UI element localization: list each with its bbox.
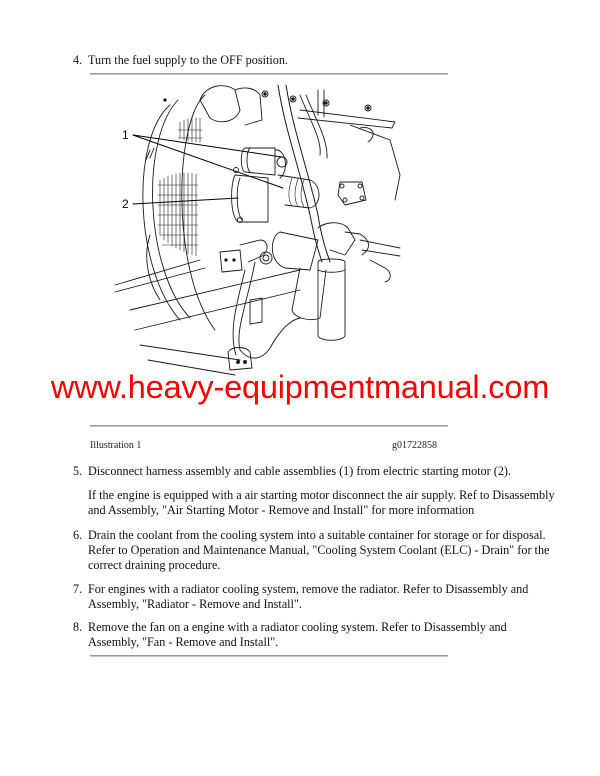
step-5 bbox=[73, 464, 553, 479]
callout-2: 2 bbox=[122, 197, 129, 211]
step-5-note: If the engine is equipped with a air starting motor disconnect the air supply. Ref to Disassembly and Assembly, "Air Starting Motor - Remove and Install" for more information bbox=[88, 488, 555, 517]
illustration-caption-id: g01722858 bbox=[392, 440, 437, 451]
illustration-divider bbox=[90, 425, 448, 427]
step-number: 7. bbox=[73, 582, 83, 596]
step-7 bbox=[73, 582, 553, 612]
step-4 bbox=[73, 53, 553, 68]
step-number: 8. bbox=[73, 620, 83, 634]
step-text: Drain the coolant from the cooling system into a suitable container for storage or for disposal. Refer to Operation and Maintenance Manual, "Cooling System Coolant (ELC) - Drain" for the correct draining procedure. bbox=[88, 528, 550, 572]
illustration-caption-label: Illustration 1 bbox=[90, 440, 142, 451]
engine-starting-motor-illustration bbox=[100, 80, 460, 380]
callout-leaders bbox=[133, 135, 283, 204]
callout-1: 1 bbox=[122, 128, 129, 142]
step-text: Disconnect harness assembly and cable assemblies (1) from electric starting motor (2). bbox=[88, 464, 512, 478]
step-text: Turn the fuel supply to the OFF position. bbox=[88, 53, 288, 67]
step-number: 6. bbox=[73, 528, 83, 542]
step-6 bbox=[73, 528, 553, 573]
watermark: www.heavy-equipmentmanual.com bbox=[50, 369, 550, 405]
section-divider bbox=[90, 655, 448, 657]
step-number: 4. bbox=[73, 53, 83, 67]
step-text: Remove the fan on a engine with a radiator cooling system. Refer to Disassembly and Assembly, "Fan - Remove and Install". bbox=[88, 620, 507, 649]
step-8 bbox=[73, 620, 553, 650]
step-number: 5. bbox=[73, 464, 83, 478]
step-text: For engines with a radiator cooling system, remove the radiator. Refer to Disassembly and Assembly, "Radiator - Remove and Install". bbox=[88, 582, 529, 611]
section-divider bbox=[90, 73, 448, 75]
